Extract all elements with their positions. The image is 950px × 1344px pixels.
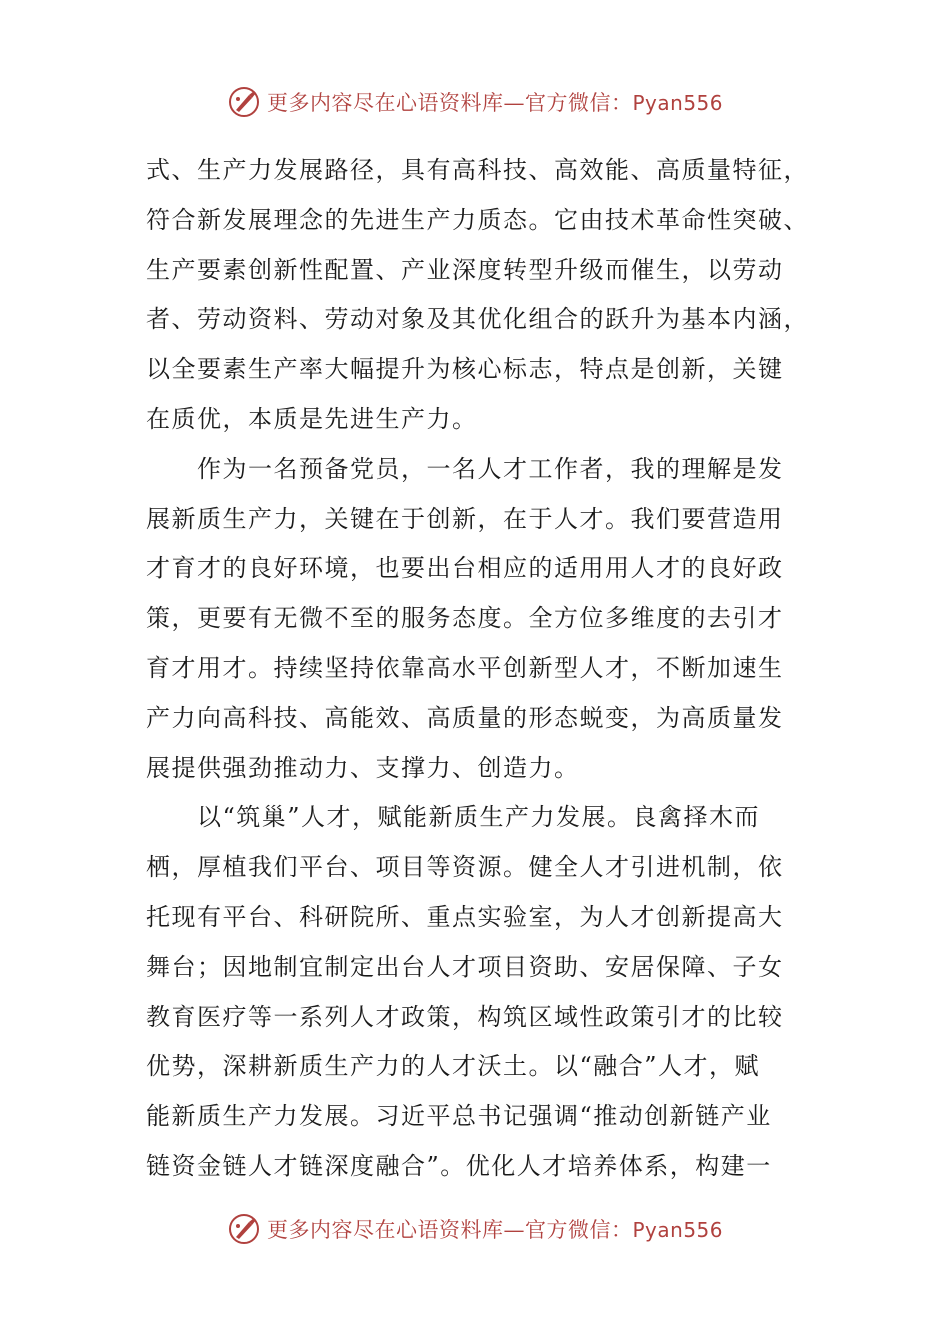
footer-banner-label: 更多内容尽在心语资料库—官方微信： [266,1218,633,1242]
footer-banner [0,1209,950,1249]
footer-banner-brand: Pyan556 [632,1218,723,1242]
text-line: 者、劳动资料、劳动对象及其优化组合的跃升为基本内涵， [146,305,809,334]
text-line: 符合新发展理念的先进生产力质态。它由技术革命性突破、 [146,205,809,234]
text-line: 托现有平台、科研院所、重点实验室，为人才创新提高大 [146,902,784,931]
header-banner-brand: Pyan556 [632,91,723,115]
pen-logo-icon [227,1212,261,1246]
text-line: 展提供强劲推动力、支撑力、创造力。 [146,753,580,782]
footer-banner-text [267,1214,723,1244]
text-line: 能新质生产力发展。习近平总书记强调“推动创新链产业 [146,1102,772,1131]
text-line: 策，更要有无微不至的服务态度。全方位多维度的去引才 [146,604,784,633]
header-banner [0,82,950,122]
header-banner-text [267,87,723,117]
text-line: 才育才的良好环境，也要出台相应的适用用人才的良好政 [146,554,784,583]
text-line: 优势，深耕新质生产力的人才沃土。以“融合”人才，赋 [146,1052,761,1081]
document-body [146,146,809,1192]
text-line: 作为一名预备党员，一名人才工作者，我的理解是发 [146,454,784,483]
text-line: 舞台；因地制宜制定出台人才项目资助、安居保障、子女 [146,952,784,981]
text-line: 链资金链人才链深度融合”。优化人才培养体系，构建一 [146,1151,772,1180]
text-line: 产力向高科技、高能效、高质量的形态蜕变，为高质量发 [146,703,784,732]
text-line: 以全要素生产率大幅提升为核心标志，特点是创新，关键 [146,355,784,384]
text-line: 育才用才。持续坚持依靠高水平创新型人才，不断加速生 [146,653,784,682]
text-line: 在质优，本质是先进生产力。 [146,404,478,433]
header-banner-label: 更多内容尽在心语资料库—官方微信： [266,91,633,115]
text-line: 生产要素创新性配置、产业深度转型升级而催生，以劳动 [146,255,784,284]
text-line: 栖，厚植我们平台、项目等资源。健全人才引进机制，依 [146,853,784,882]
pen-logo-icon [227,85,261,119]
text-line: 教育医疗等一系列人才政策，构筑区域性政策引才的比较 [146,1002,784,1031]
text-line: 式、生产力发展路径，具有高科技、高效能、高质量特征， [146,156,809,184]
text-line: 以“筑巢”人才，赋能新质生产力发展。良禽择木而 [146,803,761,832]
text-line: 展新质生产力，关键在于创新，在于人才。我们要营造用 [146,504,784,533]
